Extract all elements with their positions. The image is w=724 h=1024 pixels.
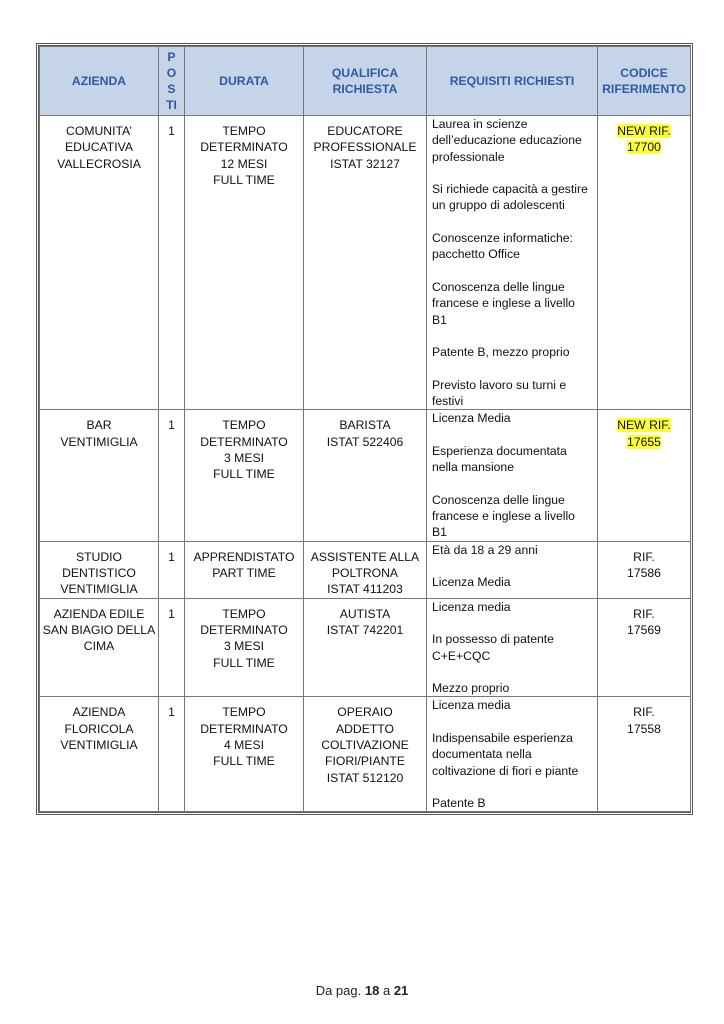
cell-requisiti [427,541,598,598]
azienda-line: VENTIMIGLIA [60,737,138,752]
header-posti-line: TI [166,98,177,112]
qualifica-line: ISTAT 522406 [326,434,404,449]
cell-posti: 1 [159,697,185,812]
header-azienda: AZIENDA [40,47,159,116]
cell-requisiti [427,410,598,541]
qualifica-line: OPERAIO [337,705,393,720]
qualifica-line: PROFESSIONALE [313,140,417,155]
header-durata: DURATA [185,47,304,116]
requisito-line: documentata nella [432,747,532,762]
requisito-paragraph [432,116,593,165]
requisito-paragraph [432,410,593,426]
azienda-line: EDUCATIVA [65,140,133,155]
codice-riferimento: RIF. [633,705,655,720]
requisito-paragraph [432,795,593,811]
durata-line: TEMPO [222,705,266,720]
cell-codice [598,598,691,697]
azienda-line: BAR [86,418,112,433]
azienda-line: VENTIMIGLIA [60,434,138,449]
requisito-line: Mezzo proprio [432,681,510,696]
requisito-paragraph [432,680,593,696]
cell-codice [598,410,691,541]
requisito-paragraph [432,574,593,590]
durata-line: FULL TIME [213,655,275,670]
azienda-line: AZIENDA EDILE [53,606,145,621]
header-posti-line: O [166,66,177,80]
azienda-line: SAN BIAGIO DELLA [42,622,156,637]
qualifica-line: EDUCATORE [327,124,403,138]
qualifica-line: ISTAT 32127 [330,156,400,171]
page-footer [0,983,724,998]
requisito-line: francese e inglese a livello B1 [432,296,575,327]
requisito-line: Età da 18 a 29 anni [432,542,538,557]
cell-posti: 1 [159,116,185,410]
durata-line: TEMPO [222,606,266,621]
job-offers-table [36,43,693,815]
footer-prefix: Da pag. [315,983,362,998]
durata-line: 3 MESI [224,450,264,465]
codice-riferimento: RIF. [633,549,655,564]
durata-line: PART TIME [212,566,276,581]
table-row [40,598,691,697]
codice-riferimento: NEW RIF. [617,418,671,433]
requisito-line: coltivazione di fiori e piante [432,763,579,778]
cell-qualifica [304,697,427,812]
qualifica-line: ISTAT 411203 [327,582,403,597]
requisito-paragraph [432,492,593,541]
cell-azienda [40,410,159,541]
requisito-line: In possesso di patente [432,632,554,647]
qualifica-line: ISTAT 512120 [326,770,404,785]
azienda-line: CIMA [83,639,115,654]
qualifica-line: AUTISTA [339,606,391,621]
requisito-line: festivi [432,394,464,409]
codice-riferimento: NEW RIF. [617,124,671,138]
header-qualifica-line: RICHIESTA [332,82,398,96]
header-posti-line: S [167,82,176,96]
cell-azienda [40,598,159,697]
cell-durata [185,410,304,541]
header-codice-line: CODICE [620,65,668,80]
requisito-line: Conoscenze informatiche: [432,231,573,246]
cell-qualifica [304,410,427,541]
qualifica-line: FIORI/PIANTE [325,754,405,769]
codice-riferimento: 17700 [627,140,661,155]
qualifica-line: ISTAT 742201 [326,622,404,637]
header-posti-line: P [167,50,176,64]
requisito-paragraph [432,181,593,214]
cell-qualifica [304,116,427,410]
cell-requisiti [427,598,598,697]
codice-riferimento: 17586 [627,566,661,581]
durata-line: 12 MESI [220,156,268,171]
requisito-line: pacchetto Office [432,247,520,262]
requisito-line: Indispensabile esperienza [432,730,573,745]
requisito-paragraph [432,542,593,558]
durata-line: FULL TIME [213,172,275,187]
cell-codice [598,116,691,410]
durata-line: TEMPO [222,418,266,433]
cell-durata [185,697,304,812]
cell-codice [598,697,691,812]
durata-line: DETERMINATO [200,721,288,736]
header-posti [159,47,185,116]
durata-line: 3 MESI [224,639,264,654]
cell-azienda [40,116,159,410]
durata-line: DETERMINATO [200,434,288,449]
requisito-line: Licenza media [432,599,511,614]
requisito-line: Esperienza documentata [432,443,567,458]
requisito-paragraph [432,631,593,664]
codice-riferimento: 17569 [627,622,661,637]
cell-qualifica [304,598,427,697]
qualifica-line: COLTIVAZIONE [321,737,409,752]
requisito-line: Laurea in scienze [432,117,528,131]
requisito-line: Patente B, mezzo proprio [432,345,570,360]
table-row [40,541,691,598]
durata-line: FULL TIME [213,754,275,769]
codice-riferimento: 17558 [627,721,661,736]
requisito-paragraph [432,344,593,360]
qualifica-line: ASSISTENTE ALLA [310,549,420,564]
qualifica-line: BARISTA [339,418,391,433]
requisito-line: un gruppo di adolescenti [432,198,565,213]
requisito-line: francese e inglese a livello B1 [432,509,575,540]
durata-line: 4 MESI [224,737,264,752]
durata-line: TEMPO [222,124,266,138]
requisito-line: nella mansione [432,460,514,475]
durata-line: FULL TIME [213,467,275,482]
cell-durata [185,541,304,598]
cell-durata [185,598,304,697]
requisito-line: Licenza media [432,698,511,713]
qualifica-line: POLTRONA [331,566,399,581]
requisito-line: dell’educazione educazione [432,133,582,148]
cell-requisiti [427,116,598,410]
requisito-line: Conoscenza delle lingue [432,279,565,294]
requisito-paragraph [432,697,593,713]
durata-line: DETERMINATO [200,140,288,155]
cell-posti: 1 [159,598,185,697]
cell-codice [598,541,691,598]
durata-line: DETERMINATO [200,622,288,637]
header-requisiti: REQUISITI RICHIESTI [427,47,598,116]
footer-page-number: 18 [364,983,380,998]
requisito-line: C+E+CQC [432,648,491,663]
azienda-line: AZIENDA [72,705,126,720]
table-row [40,410,691,541]
azienda-line: STUDIO [75,549,123,564]
requisito-paragraph [432,443,593,476]
requisito-paragraph [432,230,593,263]
azienda-line: FLORICOLA [64,721,134,736]
azienda-line: DENTISTICO [62,566,136,581]
cell-qualifica [304,541,427,598]
qualifica-line: ADDETTO [335,721,394,736]
codice-riferimento: 17655 [627,434,661,449]
codice-riferimento: RIF. [633,606,655,621]
requisito-paragraph [432,279,593,328]
requisito-line: Licenza Media [432,411,511,426]
azienda-line: VALLECROSIA [57,156,141,171]
durata-line: APPRENDISTATO [193,549,295,564]
requisito-line: Conoscenza delle lingue [432,492,565,507]
cell-requisiti [427,697,598,812]
azienda-line: COMUNITA’ [66,124,132,138]
requisito-paragraph [432,377,593,410]
header-codice [598,47,691,116]
header-codice-line: RIFERIMENTO [602,82,686,96]
cell-durata [185,116,304,410]
footer-separator: a [382,983,391,998]
requisito-paragraph [432,730,593,779]
footer-page-total: 21 [393,983,409,998]
header-qualifica [304,47,427,116]
cell-posti: 1 [159,410,185,541]
requisito-line: professionale [432,149,505,164]
cell-azienda [40,541,159,598]
table-row [40,697,691,812]
cell-posti: 1 [159,541,185,598]
requisito-line: Si richiede capacità a gestire [432,182,588,197]
cell-azienda [40,697,159,812]
table-row [40,116,691,410]
requisito-paragraph [432,599,593,615]
requisito-line: Previsto lavoro su turni e [432,377,567,392]
requisito-line: Licenza Media [432,575,511,590]
requisito-line: Patente B [432,796,486,811]
azienda-line: VENTIMIGLIA [60,582,138,597]
header-qualifica-line: QUALIFICA [331,65,399,80]
header-row [40,47,691,116]
